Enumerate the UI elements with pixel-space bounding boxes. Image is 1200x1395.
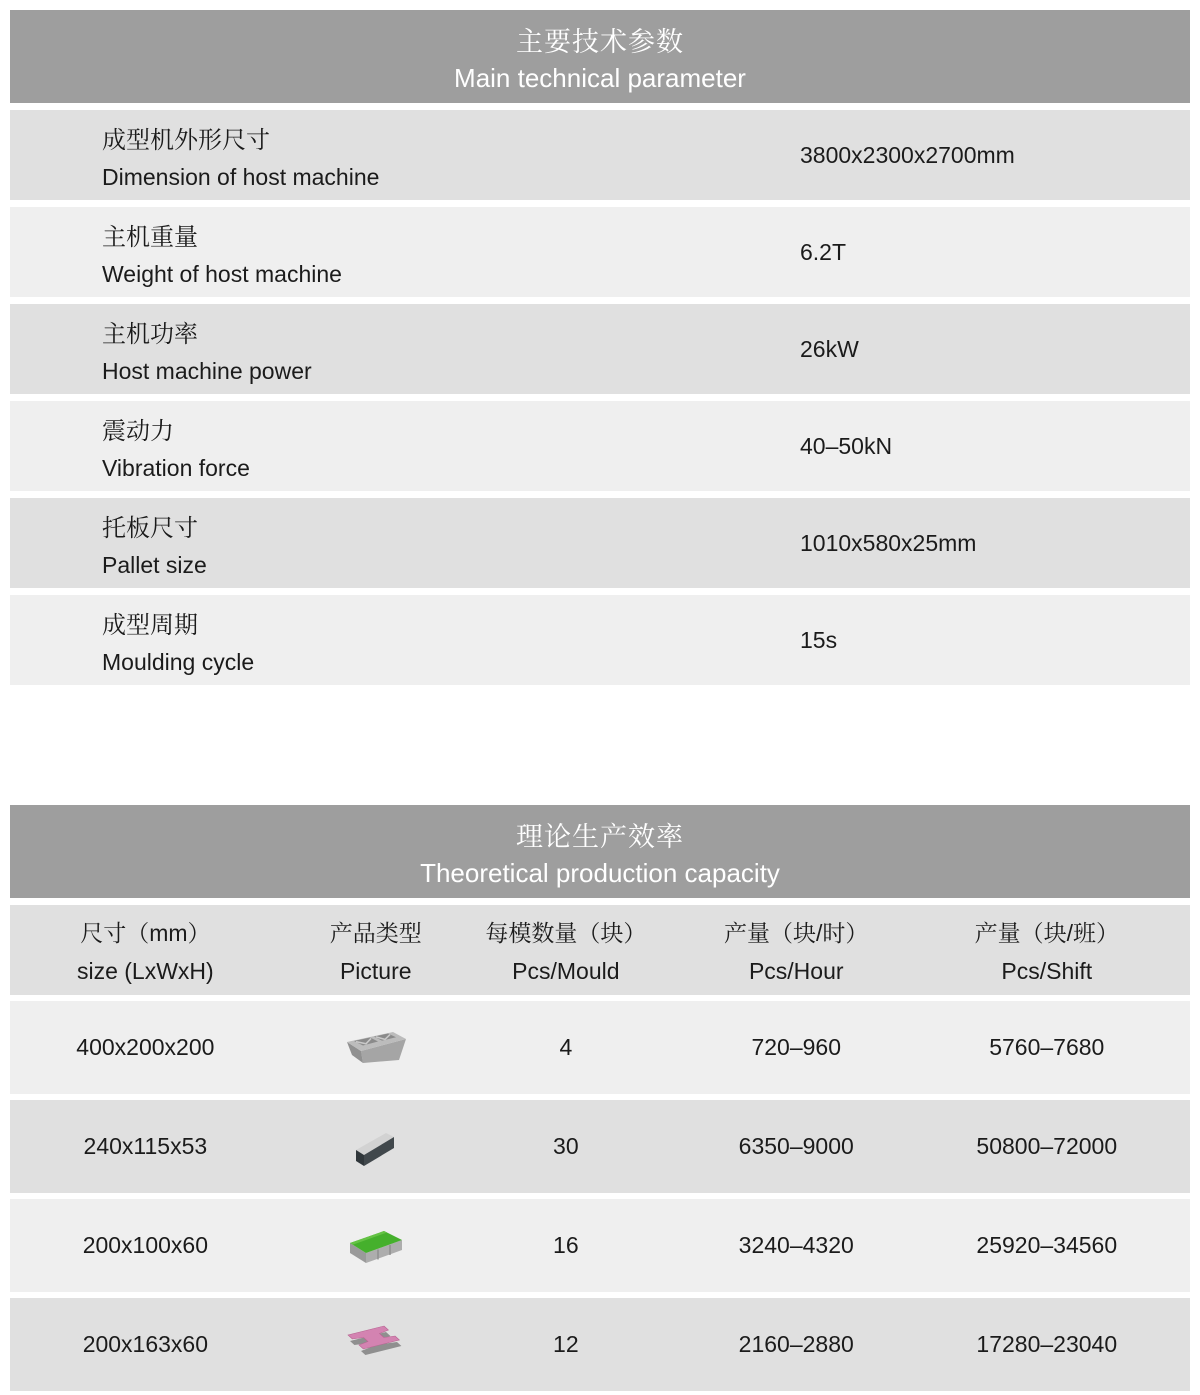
parameter-label	[10, 411, 800, 482]
pcs-mould-cell: 4	[559, 1034, 573, 1060]
hollow-block-icon	[344, 1025, 408, 1071]
column-header	[932, 915, 1162, 985]
parameter-value: 26kW	[800, 335, 859, 362]
parameter-label-zh: 成型周期	[102, 611, 198, 639]
pcs-mould-cell: 30	[553, 1133, 579, 1159]
capacity-row	[10, 1199, 1190, 1292]
pcs-hour-cell: 2160–2880	[738, 1331, 854, 1357]
parameter-label-en: Moulding cycle	[102, 648, 255, 675]
pcs-mould-cell: 16	[553, 1232, 579, 1258]
column-header	[10, 915, 281, 985]
column-header-en: size (LxWxH)	[76, 958, 214, 984]
table1-title-en: Main technical parameter	[454, 62, 746, 93]
parameter-label	[10, 217, 800, 288]
solid-brick-icon	[344, 1124, 408, 1170]
capacity-row	[10, 1001, 1190, 1094]
parameter-label-zh: 主机功率	[102, 320, 198, 348]
pcs-shift-cell: 50800–72000	[976, 1133, 1118, 1159]
parameter-label-zh: 成型机外形尺寸	[102, 126, 270, 154]
pcs-hour-cell: 3240–4320	[738, 1232, 854, 1258]
product-picture-cell	[281, 1320, 471, 1370]
size-cell: 400x200x200	[76, 1034, 215, 1060]
pcs-shift-cell: 5760–7680	[989, 1034, 1105, 1060]
pcs-shift-cell: 17280–23040	[976, 1331, 1118, 1357]
table1-title-zh: 主要技术参数	[516, 26, 684, 57]
parameter-label	[10, 314, 800, 385]
size-cell: 200x100x60	[82, 1232, 209, 1258]
column-header-zh: 尺寸（mm）	[80, 920, 211, 946]
parameter-label	[10, 120, 800, 191]
column-header	[661, 915, 932, 985]
parameter-row	[10, 304, 1190, 394]
parameter-value: 1010x580x25mm	[800, 529, 977, 556]
column-header	[471, 915, 661, 985]
column-header-zh: 产品类型	[329, 920, 422, 946]
green-paver-icon	[344, 1223, 408, 1269]
column-header-zh: 每模数量（块）	[485, 920, 647, 946]
production-capacity-table	[10, 805, 1190, 1391]
product-picture-cell	[281, 1124, 471, 1170]
column-header-en: Pcs/Shift	[1001, 958, 1093, 984]
parameter-value: 6.2T	[800, 238, 847, 265]
capacity-row	[10, 1100, 1190, 1193]
parameter-label-zh: 主机重量	[102, 223, 198, 251]
pcs-mould-cell: 12	[553, 1331, 579, 1357]
parameter-label-en: Vibration force	[102, 454, 250, 481]
capacity-row	[10, 1298, 1190, 1391]
column-header-zh: 产量（块/时）	[724, 920, 869, 946]
size-cell: 240x115x53	[83, 1133, 208, 1159]
parameter-row	[10, 207, 1190, 297]
parameter-rows	[10, 110, 1190, 685]
parameter-value: 15s	[800, 626, 838, 653]
table-spacer	[10, 692, 1190, 805]
parameter-label	[10, 508, 800, 579]
main-technical-parameter-table	[10, 10, 1190, 685]
product-picture-cell	[281, 1223, 471, 1269]
parameter-row	[10, 595, 1190, 685]
pcs-hour-cell: 6350–9000	[738, 1133, 854, 1159]
capacity-rows	[10, 1001, 1190, 1391]
size-cell: 200x163x60	[82, 1331, 209, 1357]
column-header-zh: 产量（块/班）	[974, 920, 1119, 946]
parameter-label-zh: 托板尺寸	[102, 514, 198, 542]
main-technical-parameter-header	[10, 10, 1190, 103]
interlock-paver-icon	[344, 1320, 408, 1370]
pcs-shift-cell: 25920–34560	[976, 1232, 1118, 1258]
parameter-row	[10, 498, 1190, 588]
parameter-label	[10, 605, 800, 676]
table2-title-zh: 理论生产效率	[516, 821, 684, 852]
parameter-label-en: Pallet size	[102, 551, 207, 578]
parameter-row	[10, 401, 1190, 491]
parameter-label-en: Weight of host machine	[102, 260, 342, 287]
parameter-value: 3800x2300x2700mm	[800, 141, 1015, 168]
column-header-en: Pcs/Hour	[748, 958, 844, 984]
pcs-hour-cell: 720–960	[751, 1034, 841, 1060]
parameter-value: 40–50kN	[800, 432, 893, 459]
column-header	[281, 915, 471, 985]
production-capacity-header	[10, 805, 1190, 898]
parameter-row	[10, 110, 1190, 200]
table2-title-en: Theoretical production capacity	[420, 857, 780, 888]
parameter-label-en: Dimension of host machine	[102, 163, 380, 190]
product-picture-cell	[281, 1025, 471, 1071]
column-header-en: Picture	[339, 958, 412, 984]
parameter-label-en: Host machine power	[102, 357, 312, 384]
parameter-label-zh: 震动力	[102, 417, 174, 445]
column-header-en: Pcs/Mould	[512, 958, 620, 984]
capacity-column-header-row	[10, 905, 1190, 995]
